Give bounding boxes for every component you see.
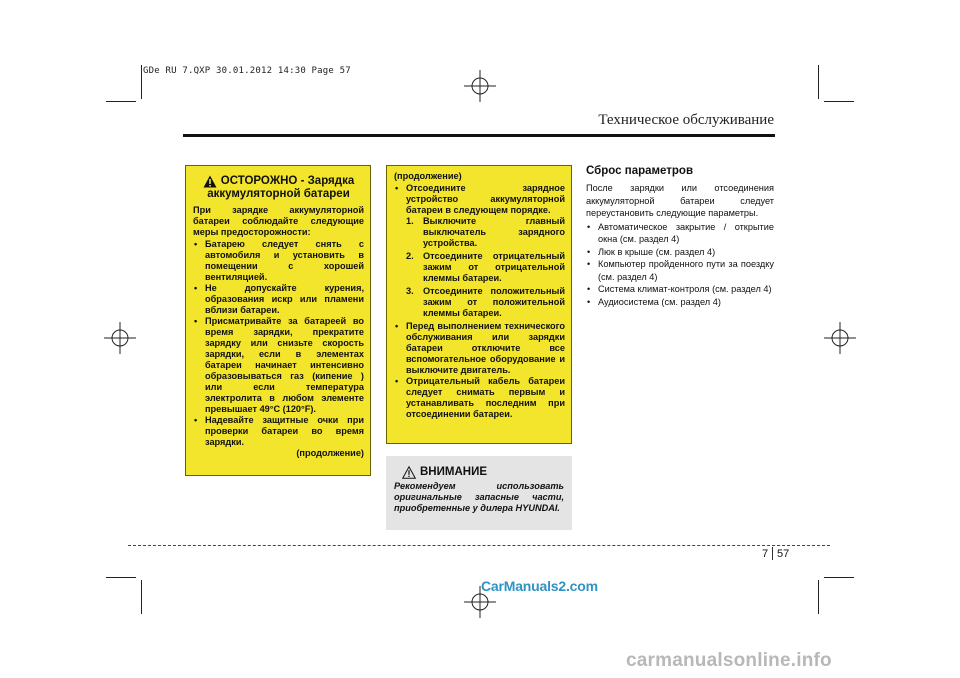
warning-bullet: • Присматривайте за батареей во время зарядки, прекратите зарядку или снизьте скорость зарядки, если в элементах батареи начинает интенсивно образовываться газ (кипение ) или если температура электролита в любом элементе превышает 49°C (120°F). (193, 316, 364, 415)
warning-bullet: • Батарею следует снять с автомобиля и установить в помещении с хорошей вентиляцией. (193, 239, 364, 283)
step-text: Отсоедините отрицательный зажим от отрицательной клеммы батареи. (423, 251, 565, 283)
page-number: 57 (777, 548, 790, 560)
footer-rule (128, 545, 830, 546)
reset-section (586, 165, 774, 308)
section-title: Техническое обслуживание (598, 112, 774, 128)
step-text: Выключите главный выключатель зарядного устройства. (423, 216, 565, 248)
continuation-bullet: • Перед выполнением технического обслуживания или зарядки батареи отключите все вспомогательное оборудование и выключите двигатель. (394, 321, 565, 376)
chapter-number: 7 (762, 548, 769, 560)
step-item (406, 286, 565, 319)
step-number: 3. (406, 286, 414, 296)
warning-title: ОСТОРОЖНО - Зарядка (220, 175, 355, 187)
reset-title: Сброс параметров (586, 165, 694, 177)
crop-mark (818, 580, 819, 614)
crop-mark (141, 580, 142, 614)
warning-continuation-box (386, 165, 572, 444)
reset-intro: После зарядки или отсоединения аккумуляторной батареи следует переустановить следующие параметры. (586, 183, 774, 218)
reset-list-item: • Люк в крыше (см. раздел 4) (586, 246, 774, 259)
continued-label: (продолжение) (296, 448, 364, 458)
continuation-bullet: • Отсоедините зарядное устройство аккумуляторной батареи в следующем порядке. (394, 183, 565, 216)
step-text: Отсоедините положительный зажим от положительной клеммы батареи. (423, 286, 565, 318)
crop-mark (106, 101, 136, 102)
registration-mark-icon (824, 322, 856, 354)
warning-intro: При зарядке аккумуляторной батареи соблюдайте следующие меры предосторожности: (193, 205, 364, 237)
warning-triangle-icon (203, 175, 217, 188)
caution-title: ВНИМАНИЕ (420, 466, 488, 478)
title-rule (183, 134, 775, 137)
crop-mark (824, 577, 854, 578)
registration-mark-icon (464, 70, 496, 102)
warning-box (185, 165, 371, 476)
step-number: 2. (406, 251, 414, 261)
continuation-heading: (продолжение) (394, 171, 462, 181)
caution-title-row (394, 466, 564, 479)
warning-title-row (193, 175, 364, 188)
watermark: CarManuals2.com (481, 578, 598, 594)
step-item (406, 216, 565, 249)
caution-box (386, 456, 572, 530)
crop-mark (106, 577, 136, 578)
caution-triangle-icon (402, 466, 416, 479)
page-number-separator (772, 547, 773, 560)
warning-bullet: • Не допускайте курения, образования искр или пламени вблизи батареи. (193, 283, 364, 316)
step-item (406, 251, 565, 284)
warning-title-line2: аккумуляторной батареи (207, 188, 350, 200)
crop-mark (818, 65, 819, 99)
crop-mark (141, 65, 142, 99)
registration-mark-icon (104, 322, 136, 354)
footer-watermark: carmanualsonline.info (626, 650, 832, 671)
warning-bullet: • Надевайте защитные очки при проверки батареи во время зарядки. (193, 415, 364, 448)
crop-mark (824, 101, 854, 102)
print-info: GDe RU 7.QXP 30.01.2012 14:30 Page 57 (143, 66, 351, 76)
reset-list-item: • Автоматическое закрытие / открытие окна (см. раздел 4) (586, 221, 774, 246)
reset-list-item: • Система климат-контроля (см. раздел 4) (586, 283, 774, 296)
step-number: 1. (406, 216, 414, 226)
reset-list-item: • Компьютер пройденного пути за поездку (см. раздел 4) (586, 258, 774, 283)
caution-text: Рекомендуем использовать оригинальные запасные части, приобретенные у дилера HYUNDAI. (394, 481, 564, 513)
reset-list-item: • Аудиосистема (см. раздел 4) (586, 296, 774, 309)
continuation-bullet: • Отрицательный кабель батареи следует снимать первым и устанавливать последним при отсоединении батареи. (394, 376, 565, 420)
